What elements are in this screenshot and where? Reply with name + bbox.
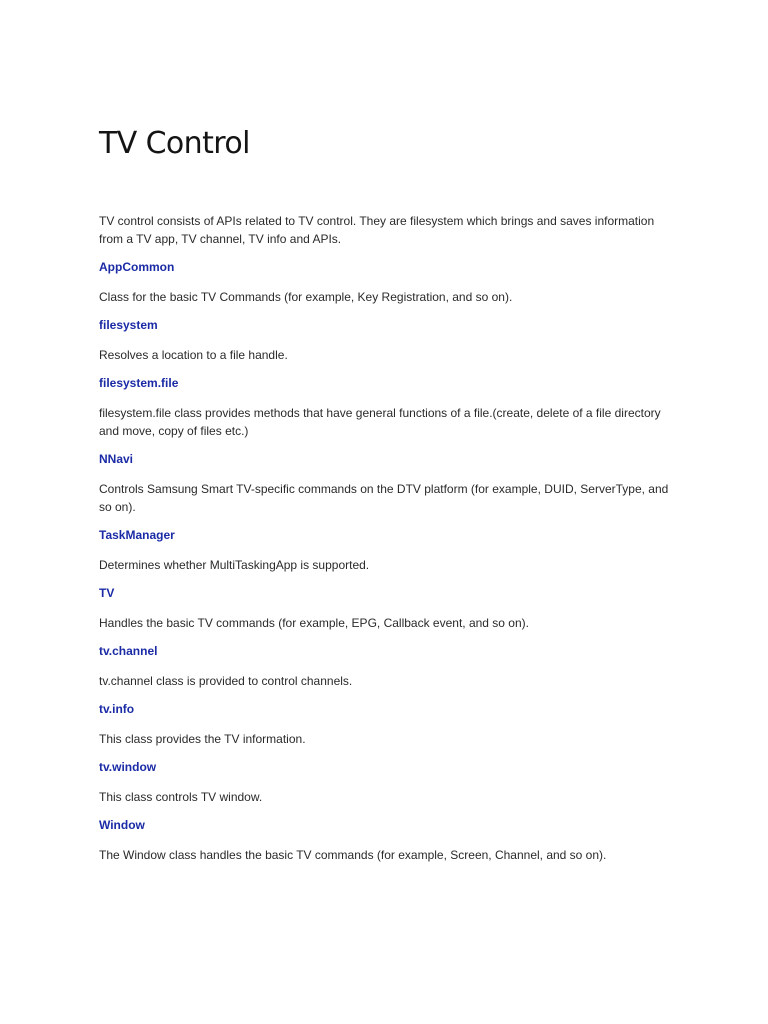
api-entry <box>99 642 674 690</box>
api-list <box>99 258 674 874</box>
api-entry <box>99 526 674 574</box>
api-name-nnavi[interactable]: NNavi <box>99 452 134 466</box>
api-description: Handles the basic TV commands (for example, EPG, Callback event, and so on). <box>99 616 529 630</box>
intro-paragraph: TV control consists of APIs related to TV control. They are filesystem which brings and saves information from a TV app, TV channel, TV info and APIs. <box>99 214 655 246</box>
api-description: This class controls TV window. <box>99 790 263 804</box>
api-name-filesystem[interactable]: filesystem <box>99 318 158 332</box>
api-name-appcommon[interactable]: AppCommon <box>99 260 175 274</box>
api-name-tv[interactable]: TV <box>99 586 115 600</box>
api-name-tv-channel[interactable]: tv.channel <box>99 644 158 658</box>
api-entry <box>99 816 674 864</box>
api-description: Class for the basic TV Commands (for example, Key Registration, and so on). <box>99 290 513 304</box>
api-description: Resolves a location to a file handle. <box>99 348 288 362</box>
api-description: filesystem.file class provides methods that have general functions of a file.(create, delete of a file directory and move, copy of files etc.) <box>99 406 661 438</box>
api-name-tv-window[interactable]: tv.window <box>99 760 157 774</box>
api-entry <box>99 758 674 806</box>
api-description: The Window class handles the basic TV commands (for example, Screen, Channel, and so on). <box>99 848 607 862</box>
api-entry <box>99 374 674 440</box>
api-entry <box>99 258 674 306</box>
page-title: TV Control <box>99 126 250 161</box>
api-entry <box>99 584 674 632</box>
api-description: tv.channel class is provided to control channels. <box>99 674 353 688</box>
api-name-filesystem-file[interactable]: filesystem.file <box>99 376 179 390</box>
api-description: Determines whether MultiTaskingApp is supported. <box>99 558 370 572</box>
api-name-window[interactable]: Window <box>99 818 145 832</box>
api-description: Controls Samsung Smart TV-specific commands on the DTV platform (for example, DUID, ServerType, and so on). <box>99 482 669 514</box>
api-name-taskmanager[interactable]: TaskManager <box>99 528 175 542</box>
api-description: This class provides the TV information. <box>99 732 306 746</box>
api-name-tv-info[interactable]: tv.info <box>99 702 135 716</box>
api-entry <box>99 450 674 516</box>
api-entry <box>99 316 674 364</box>
api-entry <box>99 700 674 748</box>
